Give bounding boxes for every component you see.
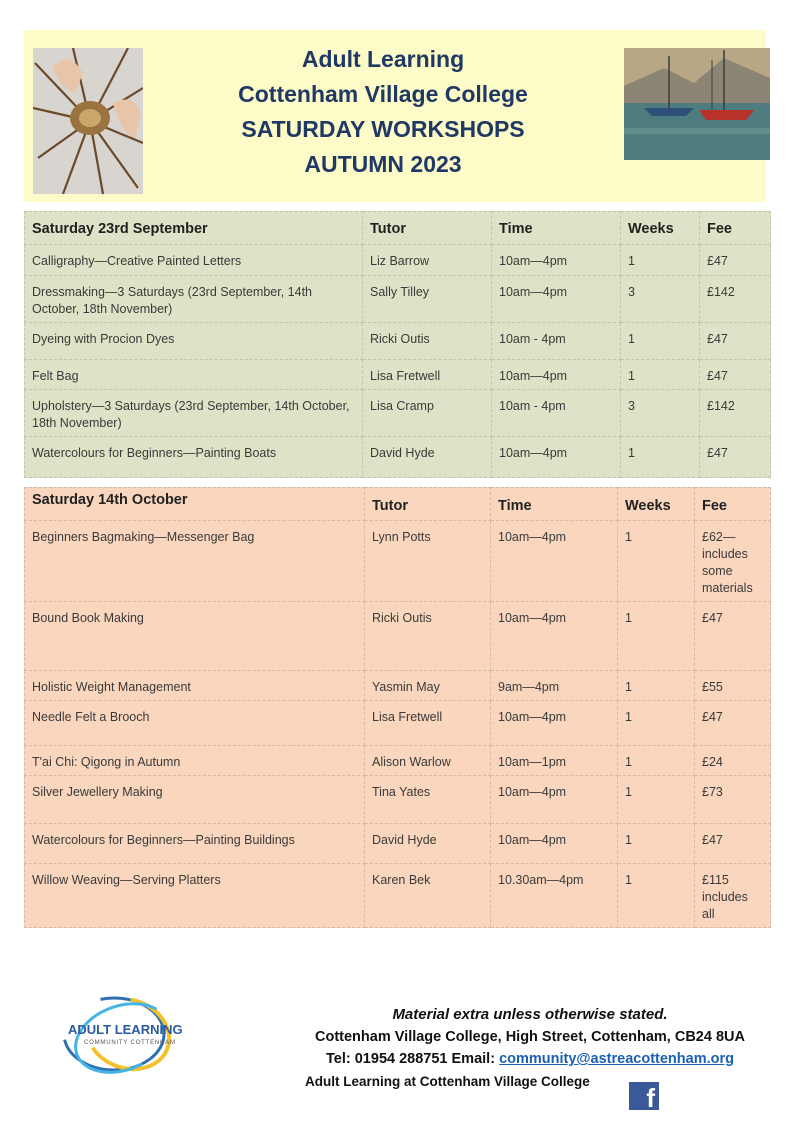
course-cell: Dressmaking—3 Saturdays (23rd September, 14th October, 18th November) bbox=[25, 276, 363, 323]
time-cell: 10am—4pm bbox=[491, 824, 618, 864]
time-cell: 10am—4pm bbox=[491, 602, 618, 671]
weeks-cell: 1 bbox=[618, 602, 695, 671]
tutor-cell: Alison Warlow bbox=[365, 746, 491, 776]
logo-main-text: ADULT LEARNING bbox=[68, 1022, 183, 1037]
course-cell: Calligraphy—Creative Painted Letters bbox=[25, 245, 363, 276]
time-cell: 10am—4pm bbox=[491, 776, 618, 824]
tutor-cell: David Hyde bbox=[365, 824, 491, 864]
weeks-cell: 1 bbox=[618, 864, 695, 928]
title-line-2: Cottenham Village College bbox=[238, 81, 528, 107]
tutor-cell: Lynn Potts bbox=[365, 521, 491, 602]
fee-cell: £47 bbox=[695, 824, 771, 864]
table-header-row bbox=[25, 488, 771, 521]
time-cell: 10am - 4pm bbox=[492, 323, 621, 360]
contact-line bbox=[270, 1048, 790, 1070]
title-line-3: SATURDAY WORKSHOPS bbox=[241, 116, 525, 142]
fee-column-header: Fee bbox=[695, 488, 771, 521]
table-row bbox=[25, 360, 771, 390]
table-row bbox=[25, 521, 771, 602]
time-cell: 10am—4pm bbox=[492, 360, 621, 390]
time-cell: 10am - 4pm bbox=[492, 390, 621, 437]
table-header-row bbox=[25, 212, 771, 245]
fee-cell: £55 bbox=[695, 671, 771, 701]
tutor-cell: David Hyde bbox=[363, 437, 492, 478]
table-row bbox=[25, 437, 771, 478]
email-link[interactable]: community@astreacottenham.org bbox=[499, 1051, 734, 1067]
weeks-cell: 3 bbox=[621, 390, 700, 437]
weeks-cell: 1 bbox=[621, 323, 700, 360]
date-heading: Saturday 23rd September bbox=[25, 212, 363, 245]
time-cell: 10am—4pm bbox=[491, 701, 618, 746]
time-cell: 9am—4pm bbox=[491, 671, 618, 701]
weeks-column-header: Weeks bbox=[621, 212, 700, 245]
title-line-1: Adult Learning bbox=[301, 46, 465, 72]
september-schedule-table bbox=[24, 211, 771, 478]
course-cell: Felt Bag bbox=[25, 360, 363, 390]
time-cell: 10am—4pm bbox=[492, 437, 621, 478]
title-block bbox=[150, 42, 616, 182]
weeks-cell: 1 bbox=[618, 521, 695, 602]
tutor-cell: Karen Bek bbox=[365, 864, 491, 928]
time-cell: 10am—4pm bbox=[491, 521, 618, 602]
tutor-cell: Ricki Outis bbox=[365, 602, 491, 671]
fee-cell: £73 bbox=[695, 776, 771, 824]
tutor-cell: Lisa Cramp bbox=[363, 390, 492, 437]
tutor-column-header: Tutor bbox=[363, 212, 492, 245]
table-row bbox=[25, 824, 771, 864]
table-row bbox=[25, 276, 771, 323]
footer-info bbox=[270, 1004, 790, 1070]
weeks-cell: 1 bbox=[621, 245, 700, 276]
fee-cell: £142 bbox=[700, 390, 771, 437]
course-cell: Willow Weaving—Serving Platters bbox=[25, 864, 365, 928]
time-cell: 10am—4pm bbox=[492, 276, 621, 323]
fee-cell: £47 bbox=[700, 360, 771, 390]
table-row bbox=[25, 245, 771, 276]
fee-cell: £47 bbox=[695, 701, 771, 746]
table-row bbox=[25, 323, 771, 360]
course-cell: Needle Felt a Brooch bbox=[25, 701, 365, 746]
college-address: Cottenham Village College, High Street, Cottenham, CB24 8UA bbox=[315, 1029, 745, 1045]
telephone-text: Tel: 01954 288751 Email: bbox=[326, 1051, 500, 1067]
course-cell: Beginners Bagmaking—Messenger Bag bbox=[25, 521, 365, 602]
time-cell: 10am—4pm bbox=[492, 245, 621, 276]
weeks-cell: 1 bbox=[621, 437, 700, 478]
facebook-icon[interactable]: f bbox=[629, 1082, 659, 1110]
title-line-4: AUTUMN 2023 bbox=[304, 151, 462, 177]
fee-cell: £47 bbox=[700, 437, 771, 478]
fee-column-header: Fee bbox=[700, 212, 771, 245]
boats-painting-image bbox=[624, 48, 770, 160]
tutor-cell: Liz Barrow bbox=[363, 245, 492, 276]
weeks-cell: 1 bbox=[618, 701, 695, 746]
logo-sub-text: COMMUNITY COTTENHAM bbox=[84, 1040, 176, 1046]
adult-learning-logo bbox=[52, 992, 212, 1076]
tutor-cell: Lisa Fretwell bbox=[365, 701, 491, 746]
fee-cell: £115 includes all bbox=[695, 864, 771, 928]
time-cell: 10am—1pm bbox=[491, 746, 618, 776]
date-heading: Saturday 14th October bbox=[25, 488, 365, 521]
fee-cell: £47 bbox=[700, 323, 771, 360]
logo-rings-icon bbox=[52, 992, 212, 1076]
course-cell: T'ai Chi: Qigong in Autumn bbox=[25, 746, 365, 776]
weeks-column-header: Weeks bbox=[618, 488, 695, 521]
tutor-cell: Sally Tilley bbox=[363, 276, 492, 323]
tutor-column-header: Tutor bbox=[365, 488, 491, 521]
weeks-cell: 1 bbox=[618, 824, 695, 864]
table-row bbox=[25, 671, 771, 701]
facebook-label: Adult Learning at Cottenham Village College bbox=[305, 1074, 590, 1089]
october-schedule-table bbox=[24, 487, 771, 928]
time-cell: 10.30am—4pm bbox=[491, 864, 618, 928]
table-row bbox=[25, 746, 771, 776]
tutor-cell: Tina Yates bbox=[365, 776, 491, 824]
table-row bbox=[25, 602, 771, 671]
course-cell: Watercolours for Beginners—Painting Buildings bbox=[25, 824, 365, 864]
course-cell: Bound Book Making bbox=[25, 602, 365, 671]
course-cell: Watercolours for Beginners—Painting Boats bbox=[25, 437, 363, 478]
tutor-cell: Lisa Fretwell bbox=[363, 360, 492, 390]
table-row bbox=[25, 776, 771, 824]
material-note: Material extra unless otherwise stated. bbox=[392, 1006, 668, 1023]
weeks-cell: 3 bbox=[621, 276, 700, 323]
weeks-cell: 1 bbox=[621, 360, 700, 390]
tutor-cell: Ricki Outis bbox=[363, 323, 492, 360]
fee-cell: £62—includes some materials bbox=[695, 521, 771, 602]
boats-painting-photo bbox=[624, 48, 770, 160]
time-column-header: Time bbox=[492, 212, 621, 245]
basket-weaving-photo bbox=[33, 48, 143, 194]
tutor-cell: Yasmin May bbox=[365, 671, 491, 701]
weeks-cell: 1 bbox=[618, 746, 695, 776]
fee-cell: £47 bbox=[695, 602, 771, 671]
basket-weaving-image bbox=[33, 48, 143, 194]
course-cell: Holistic Weight Management bbox=[25, 671, 365, 701]
table-row bbox=[25, 864, 771, 928]
weeks-cell: 1 bbox=[618, 776, 695, 824]
fee-cell: £142 bbox=[700, 276, 771, 323]
table-row bbox=[25, 390, 771, 437]
time-column-header: Time bbox=[491, 488, 618, 521]
course-cell: Upholstery—3 Saturdays (23rd September, 14th October, 18th November) bbox=[25, 390, 363, 437]
fee-cell: £47 bbox=[700, 245, 771, 276]
fee-cell: £24 bbox=[695, 746, 771, 776]
course-cell: Dyeing with Procion Dyes bbox=[25, 323, 363, 360]
weeks-cell: 1 bbox=[618, 671, 695, 701]
table-row bbox=[25, 701, 771, 746]
course-cell: Silver Jewellery Making bbox=[25, 776, 365, 824]
